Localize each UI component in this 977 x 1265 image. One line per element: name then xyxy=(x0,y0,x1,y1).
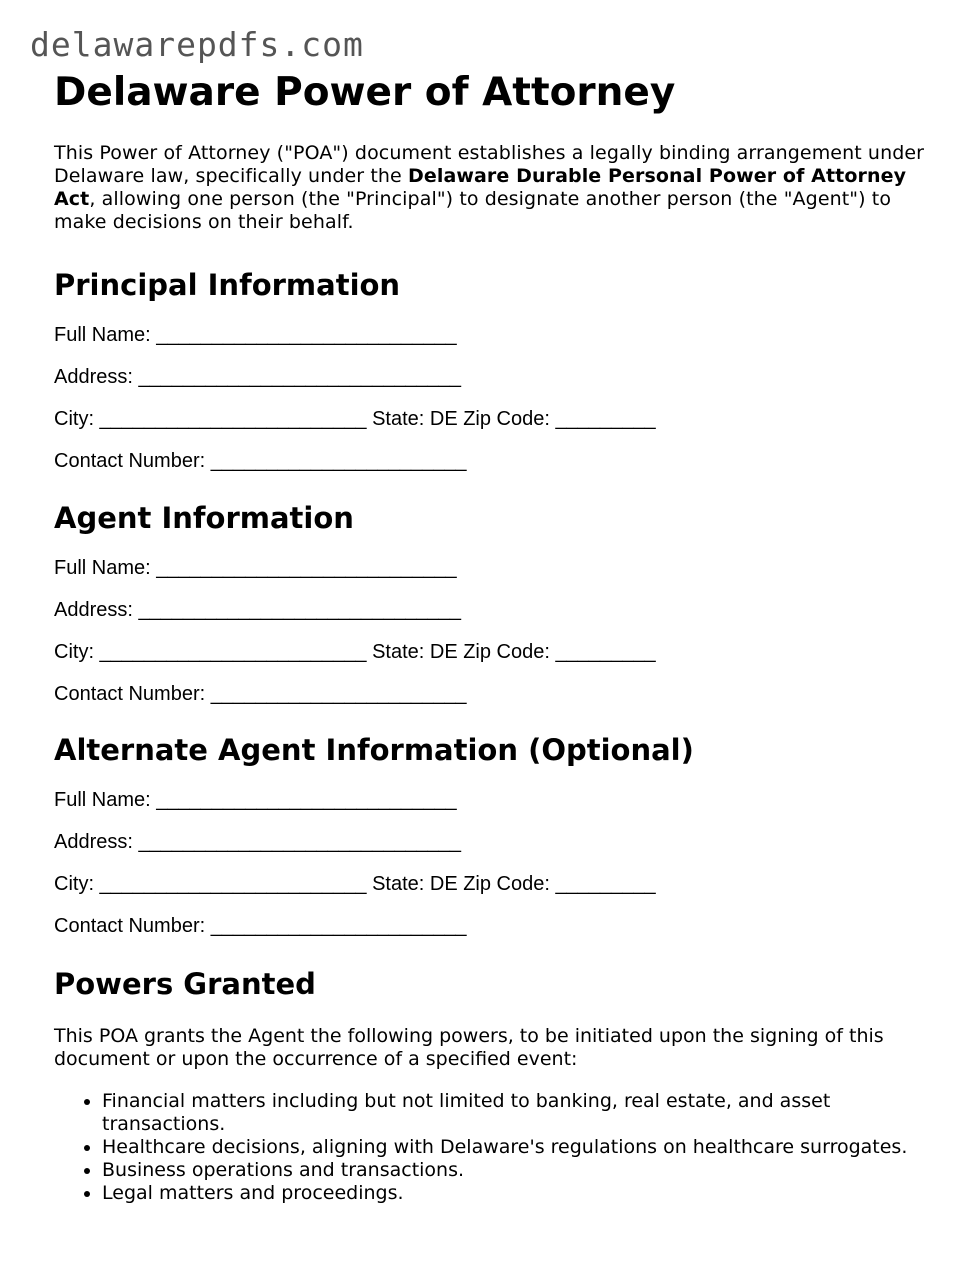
powers-section xyxy=(54,967,934,1205)
alternate-agent-heading: Alternate Agent Information (Optional) xyxy=(54,733,694,767)
intro-paragraph xyxy=(54,142,934,234)
principal-full-name-field[interactable]: Full Name: ___________________________ xyxy=(54,324,457,346)
agent-address-field[interactable]: Address: _____________________________ xyxy=(54,599,462,621)
document-page xyxy=(54,70,934,1205)
watermark: delawarepdfs.com xyxy=(30,25,364,64)
list-item: • Healthcare decisions, aligning with Delaware's regulations on healthcare surrogates. xyxy=(102,1136,934,1159)
alternate-address-field[interactable]: Address: _____________________________ xyxy=(54,831,462,853)
principal-section xyxy=(54,268,934,473)
intro-text-2: , allowing one person (the "Principal") to designate another person (the "Agent") to make decisions on their behalf. xyxy=(54,188,892,233)
page-title: Delaware Power of Attorney xyxy=(54,70,676,115)
principal-city-state-zip-field[interactable]: City: ________________________ State: DE Zip Code: _________ xyxy=(54,408,656,430)
list-item: • Business operations and transactions. xyxy=(102,1159,934,1182)
alternate-contact-field[interactable]: Contact Number: _______________________ xyxy=(54,915,467,937)
intro-act-name: Delaware Durable Personal Power of Attorney Act xyxy=(54,165,907,210)
agent-section xyxy=(54,501,934,706)
alternate-agent-section xyxy=(54,733,934,938)
agent-contact-field[interactable]: Contact Number: _______________________ xyxy=(54,683,467,705)
intro-text-1: This Power of Attorney ("POA") document establishes a legally binding arrangement under Delaware law, specifically under the xyxy=(54,142,925,187)
powers-list xyxy=(54,1090,934,1205)
agent-city-state-zip-field[interactable]: City: ________________________ State: DE Zip Code: _________ xyxy=(54,641,656,663)
list-item: • Legal matters and proceedings. xyxy=(102,1182,934,1205)
alternate-city-state-zip-field[interactable]: City: ________________________ State: DE Zip Code: _________ xyxy=(54,873,656,895)
list-item: • Financial matters including but not limited to banking, real estate, and asset transactions. xyxy=(102,1090,934,1136)
powers-description: This POA grants the Agent the following powers, to be initiated upon the signing of this document or upon the occurrence of a specified event: xyxy=(54,1025,884,1070)
agent-full-name-field[interactable]: Full Name: ___________________________ xyxy=(54,557,457,579)
agent-heading: Agent Information xyxy=(54,501,354,535)
alternate-full-name-field[interactable]: Full Name: ___________________________ xyxy=(54,789,457,811)
principal-heading: Principal Information xyxy=(54,268,401,302)
powers-heading: Powers Granted xyxy=(54,967,316,1001)
principal-address-field[interactable]: Address: _____________________________ xyxy=(54,366,462,388)
principal-contact-field[interactable]: Contact Number: _______________________ xyxy=(54,450,467,472)
